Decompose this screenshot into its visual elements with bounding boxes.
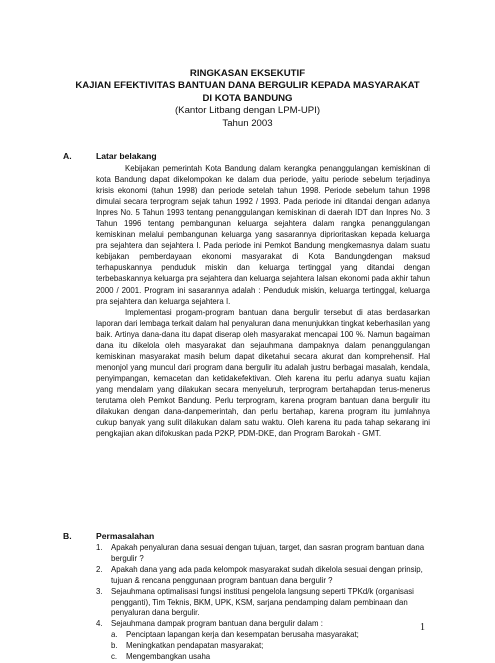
list-item: 2. Apakah dana yang ada pada kelompok masyarakat sudah dikelola sesuai dengan prinsip, tujuan & rencana penggunaan program bantuan dana bergulir ? bbox=[96, 564, 423, 585]
problem-list bbox=[96, 543, 430, 663]
section-a-body bbox=[96, 163, 430, 439]
document-title bbox=[0, 68, 495, 130]
title-line-3: DI KOTA BANDUNG bbox=[202, 92, 293, 104]
title-line-5: Tahun 2003 bbox=[222, 117, 273, 129]
title-line-2: KAJIAN EFEKTIVITAS BANTUAN DANA BERGULIR KEPADA MASYARAKAT bbox=[75, 80, 420, 92]
section-b-heading: Permasalahan bbox=[96, 531, 155, 541]
paragraph-1: Kebijakan pemerintah Kota Bandung dalam kerangka penanggulangan kemiskinan di kota Bandung dapat dikelompokan ke dalam dua periode, yaitu periode sebelum terjadinya krisis ekonomi (tahun 1998) dan periode setelah tahun 1998. Periode sebelum tahun 1998 dimulai secara terprogram sejak tahun 1992 / 1993. Pada periode ini ditandai dengan adanya Inpres No. 5 Tahun 1993 tentang penanggulangan kemiskinan di daerah IDT dan Inpres No. 3 Tahun 1996 tentang pembangunan keluarga sejahtera dalam rangka penanggulangan kemiskinan melalui pembangunan keluarga yang sasarannya diprioritaskan kepada keluarga pra sejahtera dan sejahtera I. Pada periode ini Pemkot Bandung mengkemasnya dalam suatu kebijakan pemberdayaan ekonomi masyarakat di Kota Bandungdengan maksud terhapuskannya penduduk miskin dan keluarga tertinggal yang ditandai dengan terbebaskannya keluarga pra sejahtera dan keluarga sejahtera Ialsan ekonomi pada akhir tahun 2000 / 2001. Program ini sasarannya adalah : Penduduk miskin, keluarga tertinggal, keluarga pra sejahtera dan keluarga sejahtera I. bbox=[96, 164, 430, 306]
title-line-1: RINGKASAN EKSEKUTIF bbox=[189, 68, 306, 79]
sub-list-item: c. Mengembangkan usaha bbox=[111, 652, 211, 662]
sub-list-item: b. Meningkatkan pendapatan masyarakat; bbox=[111, 641, 264, 651]
list-item: 4. Sejauhmana dampak program bantuan dana bergulir dalam : a. Penciptaan lapangan kerja dan kesempatan berusaha masyarakat; b. Meningkatkan pendapatan masyarakat; c. Mengembangkan usaha bbox=[96, 619, 430, 663]
sub-list-item: a. Penciptaan lapangan kerja dan kesempatan berusaha masyarakat; bbox=[111, 630, 359, 640]
list-item: 3. Sejauhmana optimalisasi fungsi institusi pengelola langsung seperti TPKd/k (organisasi pengganti), Tim Teknis, BKM, UPK, KSM, sarjana pendamping dalam pembinaan dan penyaluran dana bergulir. bbox=[96, 586, 414, 618]
list-item: 1. Apakah penyaluran dana sesuai dengan tujuan, target, dan sasran program bantuan dana bergulir ? bbox=[96, 543, 425, 563]
impact-sublist bbox=[111, 630, 430, 663]
page-number: 1 bbox=[420, 622, 425, 633]
paragraph-2: Implementasi progam-program bantuan dana bergulir tersebut di atas berdasarkan laporan dari lembaga terkait dalam hal penyaluran dana menunjukkan tingkat keberhasilan yang baik. Artinya dana-dana itu dapat diserap oleh masyarakat mencapai 100 %. Namun bagaiman dana itu dikelola oleh masyarakat dan sejauhmana dampaknya dalam penanggulangan kemiskinan masyarakat masih belum dapat diketahui secara akurat dan komprehensif. Hal menonjol yang muncul dari program dana bergulir itu adalah justru berbagai masalah, kendala, penyimpangan, kemacetan dan ketidakefektivan. Oleh karena itu perlu adanya suatu kajian yang mendalam yang dilakukan secara menyeluruh, terprogram bertahapdan terus-menerus terutama oleh Pemkot Bandung. Perlu terprogram, karena program bantuan dana bergulir itu dilakukan dengan dana-danpemerintah, dan perlu bertahap, karena program itu jumlahnya cukup banyak yang sulit dilakukan dalam satu waktu. Oleh karena itu pada tahap sekarang ini pengkajian akan difokuskan pada P2KP, PDM-DKE, dan Program Barokah - GMT. bbox=[96, 307, 431, 439]
section-a-heading: Latar belakang bbox=[96, 151, 157, 161]
title-line-4: (Kantor Litbang dengan LPM-UPI) bbox=[174, 105, 321, 117]
section-b-number: B. bbox=[63, 531, 72, 541]
section-a-number: A. bbox=[63, 151, 72, 161]
